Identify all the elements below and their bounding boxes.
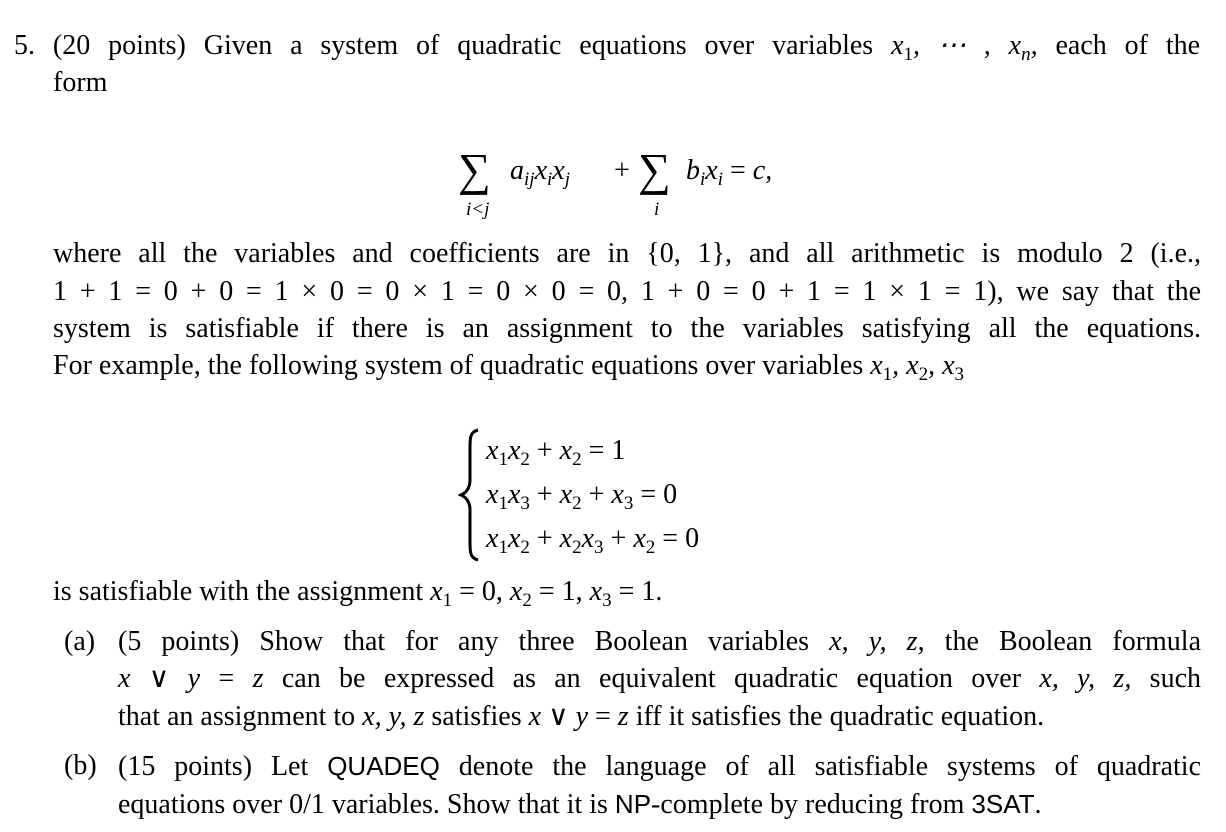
part-a-text-2: x ∨ y = z can be expressed as an equivalent quadratic equation over x, y, z, such [118,663,1202,694]
part-b-points: (15 points) [118,751,253,782]
part-b-label: (b) [64,750,97,781]
problem-intro-line-1 [14,29,1200,72]
main-equation [458,144,818,230]
paragraph-line-2 [53,275,1201,309]
part-b-line-2 [118,787,1042,822]
part-a-line-3 [118,700,1044,734]
left-brace [458,428,482,562]
paragraph-line-3 [53,312,1201,346]
system-eq-1: $x_1x_2 + x_2 = 1$ [486,435,626,470]
problem-intro-tail: each of the [1055,30,1201,61]
plus-sign: + [614,155,630,186]
sum-symbol-1: ∑ [458,144,491,195]
part-a-text-1: Show that for any three Boolean variables x, y, z, the Boolean formula [259,626,1202,657]
part-b-text-2: equations over 0/1 variables. Show that it is NP-complete by reducing from 3SAT. [118,789,1042,820]
part-a-line-1 [118,625,1201,659]
problem-points: (20 points) [52,30,186,61]
problem-intro-text: Given a system of quadratic equations over variables [203,30,874,61]
term-np: NP [614,789,652,819]
paragraph-text-4: For example, the following system of quadratic equations over variables $x_1$, $x_2$, $x_3$ [53,350,965,385]
part-a-label: (a) [64,626,96,657]
part-a-line-2 [118,662,1201,696]
sum-symbol-2: ∑ [638,144,671,195]
variable-list: $x_1$, ⋯ , $x_n$, [891,30,1038,65]
term-aij: $a_{ij}x_ix_j$ [510,155,570,190]
sum-limit-1: i<j [466,199,490,220]
term-bi: $b_ix_i = c$, [686,155,773,190]
paragraph-line-1 [53,237,1201,271]
part-a-points: (5 points) [118,626,240,657]
problem-number: 5. [14,30,35,61]
system-eq-2: $x_1x_3 + x_2 + x_3 = 0$ [486,479,678,514]
part-b-line-1 [118,749,1201,784]
paragraph-text-2: 1 + 1 = 0 + 0 = 1 × 0 = 0 × 1 = 0 × 0 = 0, 1 + 0 = 0 + 1 = 1 × 1 = 1), we say that the [53,276,1201,307]
term-3sat: 3SAT [971,789,1035,819]
part-a-text-3: that an assignment to x, y, z satisfies x ∨ y = z iff it satisfies the quadratic equation. [118,701,1045,732]
problem-intro-line-2: form [53,67,108,98]
term-quadeq: QUADEQ [327,751,440,781]
paragraph-line-4 [53,349,964,392]
sum-limit-2: i [654,199,660,220]
system-eq-3: $x_1x_2 + x_2x_3 + x_2 = 0$ [486,523,700,558]
equation-system [458,428,778,562]
part-b-text-1: Let QUADEQ denote the language of all satisfiable systems of quadratic [270,751,1202,782]
assignment-line: is satisfiable with the assignment $x_1 = 0$, $x_2 = 1$, $x_3 = 1$. [53,576,663,611]
paragraph-text-3: system is satisfiable if there is an assignment to the variables satisfying all the equations. [53,313,1201,344]
paragraph-text-1: where all the variables and coefficients are in {0, 1}, and all arithmetic is modulo 2 (i.e., [53,238,1201,269]
